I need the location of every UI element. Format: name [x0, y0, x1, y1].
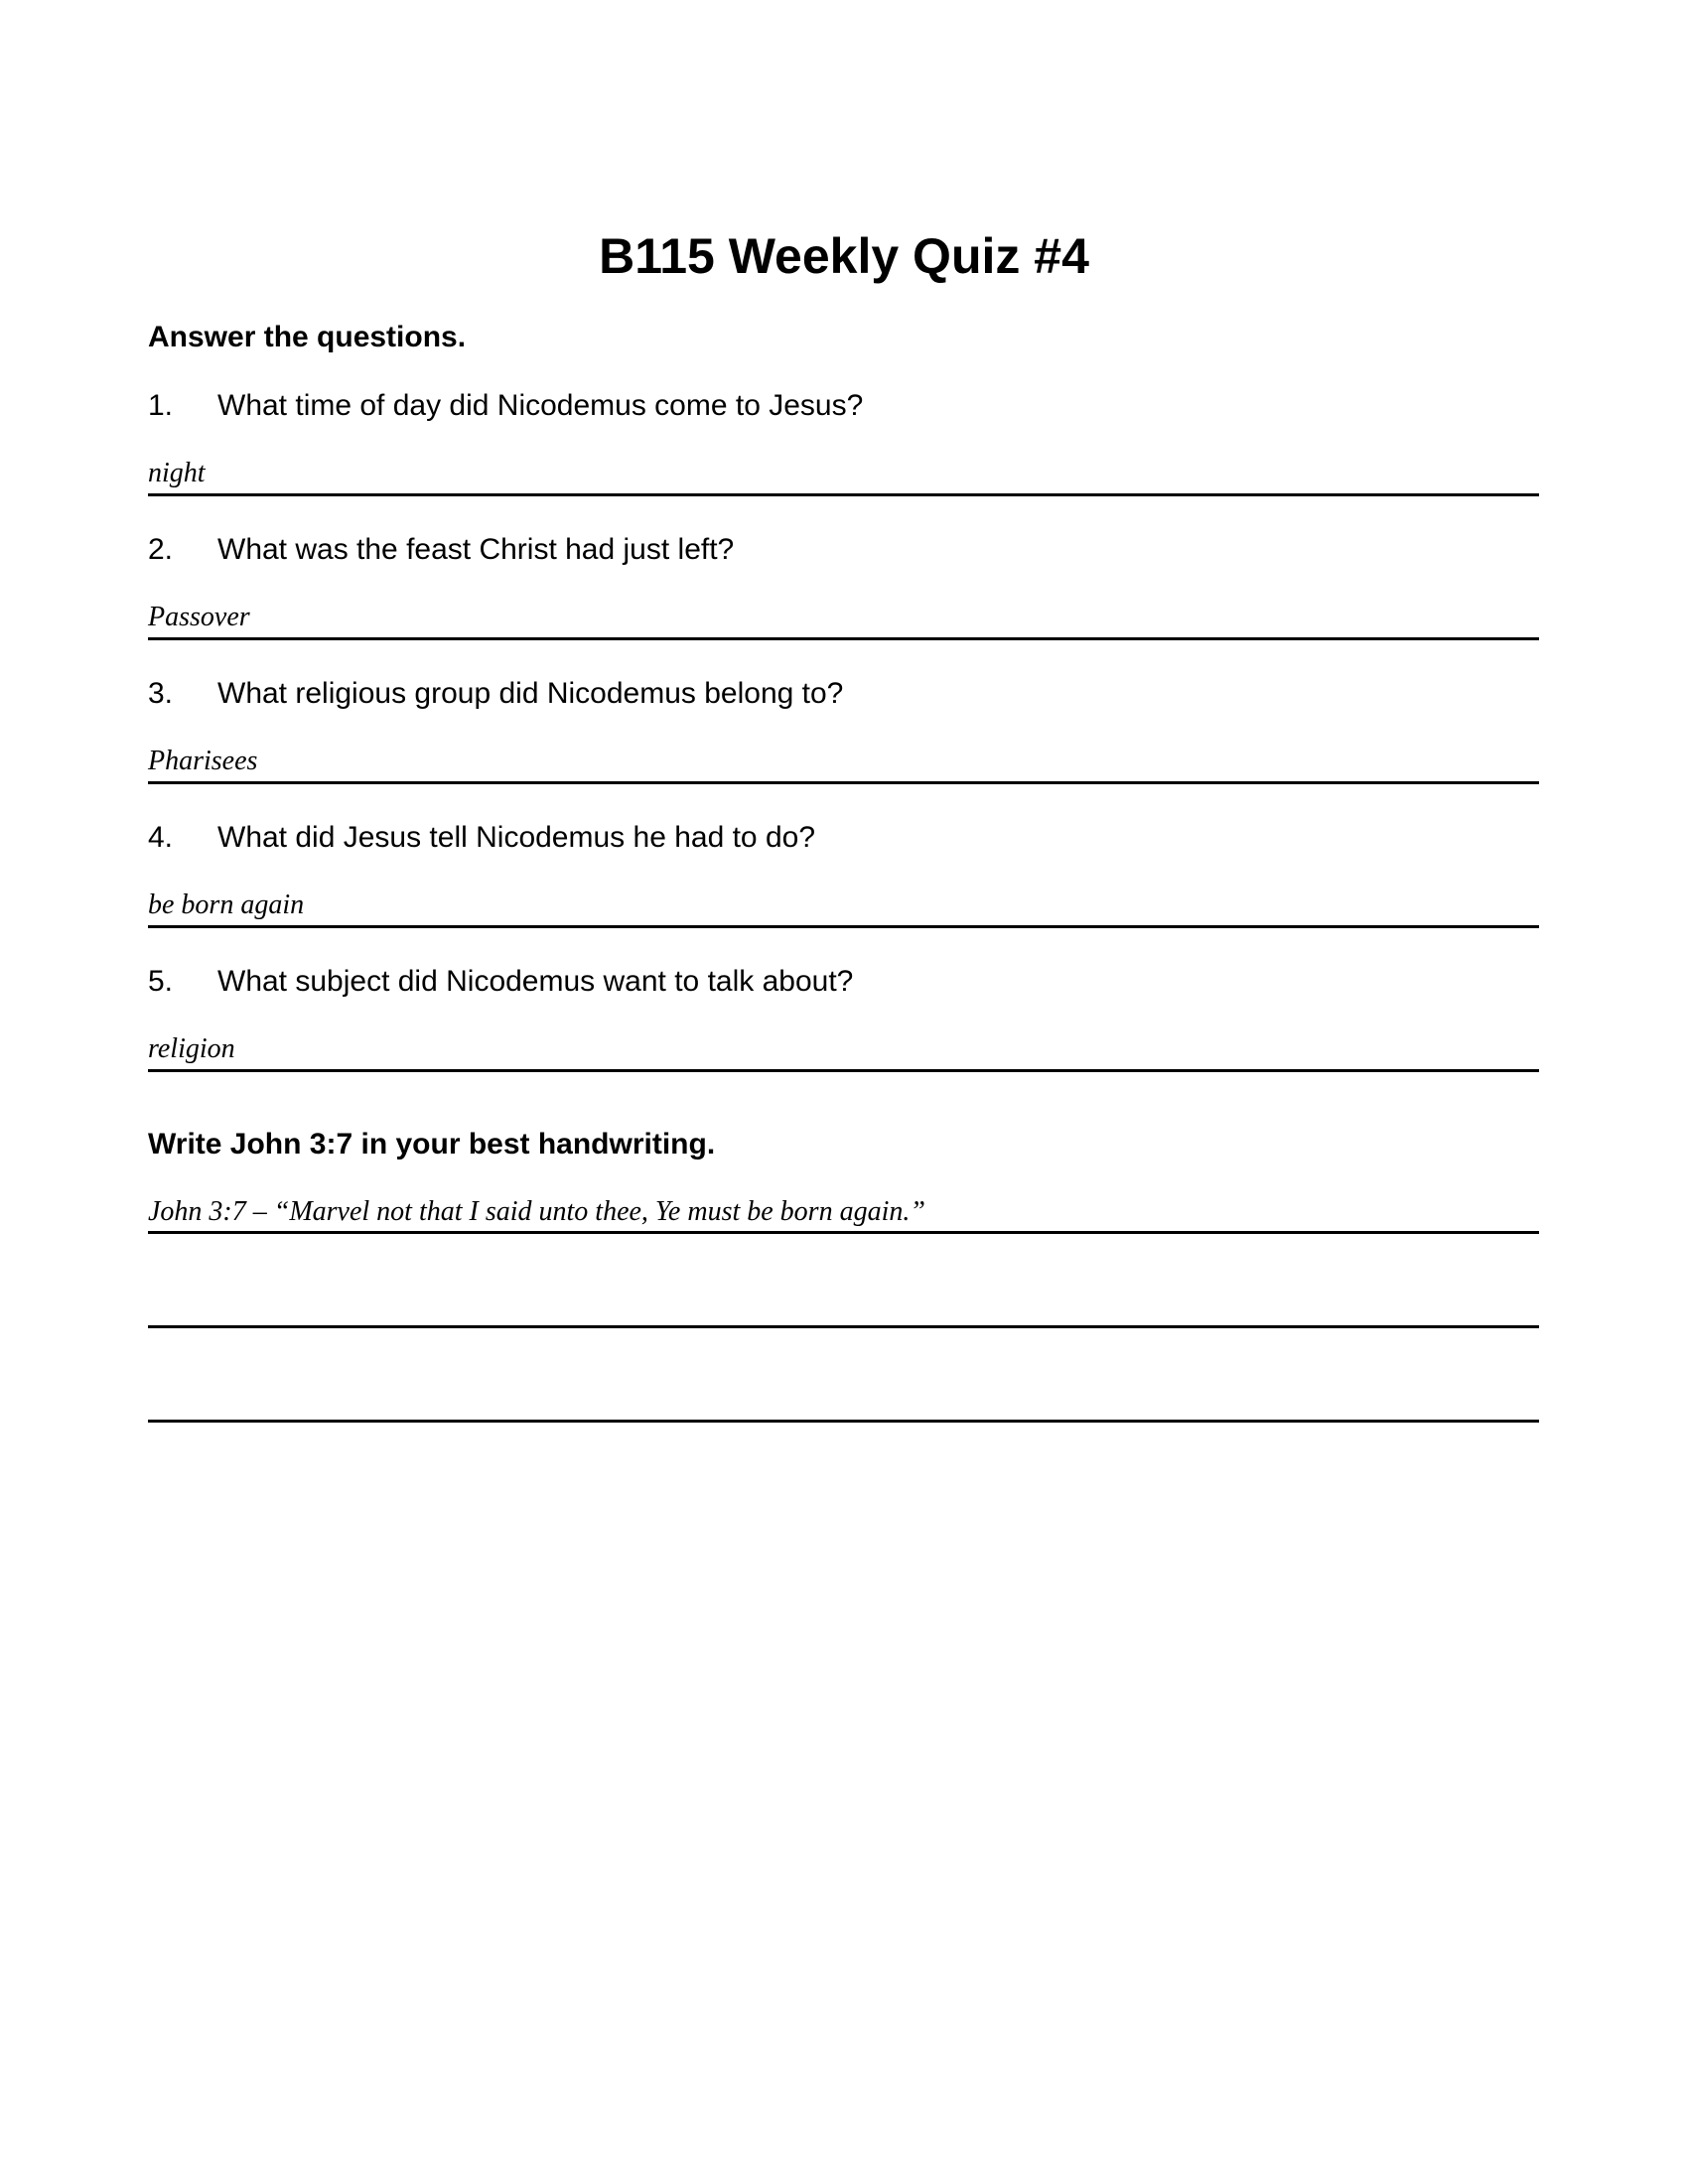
question-5	[148, 964, 853, 1000]
question-number: 2.	[148, 533, 174, 566]
question-text: What subject did Nicodemus want to talk about?	[217, 965, 854, 998]
question-4	[148, 820, 815, 856]
handwriting-heading: Write John 3:7 in your best handwriting.	[148, 1128, 716, 1160]
question-1	[148, 388, 863, 424]
page-title: B115 Weekly Quiz #4	[599, 228, 1089, 284]
answer-line-2	[148, 637, 1539, 640]
question-number: 4.	[148, 821, 174, 854]
answer-line-3	[148, 781, 1539, 784]
question-number: 3.	[148, 677, 174, 710]
answer-line-5	[148, 1069, 1539, 1072]
question-text: What religious group did Nicodemus belong to?	[217, 677, 844, 710]
question-text: What was the feast Christ had just left?	[217, 533, 735, 566]
handwriting-line-1	[148, 1231, 1539, 1234]
handwriting-line-2	[148, 1325, 1539, 1328]
question-text: What did Jesus tell Nicodemus he had to do?	[217, 821, 816, 854]
answer-1: night	[148, 458, 206, 488]
instructions-heading: Answer the questions.	[148, 321, 467, 353]
question-text: What time of day did Nicodemus come to Jesus?	[217, 389, 864, 422]
answer-2: Passover	[148, 602, 250, 632]
answer-5: religion	[148, 1033, 235, 1064]
question-2	[148, 532, 734, 568]
answer-4: be born again	[148, 889, 305, 920]
handwriting-answer: John 3:7 – “Marvel not that I said unto thee, Ye must be born again.”	[148, 1196, 925, 1227]
handwriting-line-3	[148, 1420, 1539, 1423]
answer-line-1	[148, 493, 1539, 496]
question-number: 1.	[148, 389, 174, 422]
question-3	[148, 676, 843, 712]
answer-line-4	[148, 925, 1539, 928]
question-number: 5.	[148, 965, 174, 998]
answer-3: Pharisees	[148, 746, 258, 776]
